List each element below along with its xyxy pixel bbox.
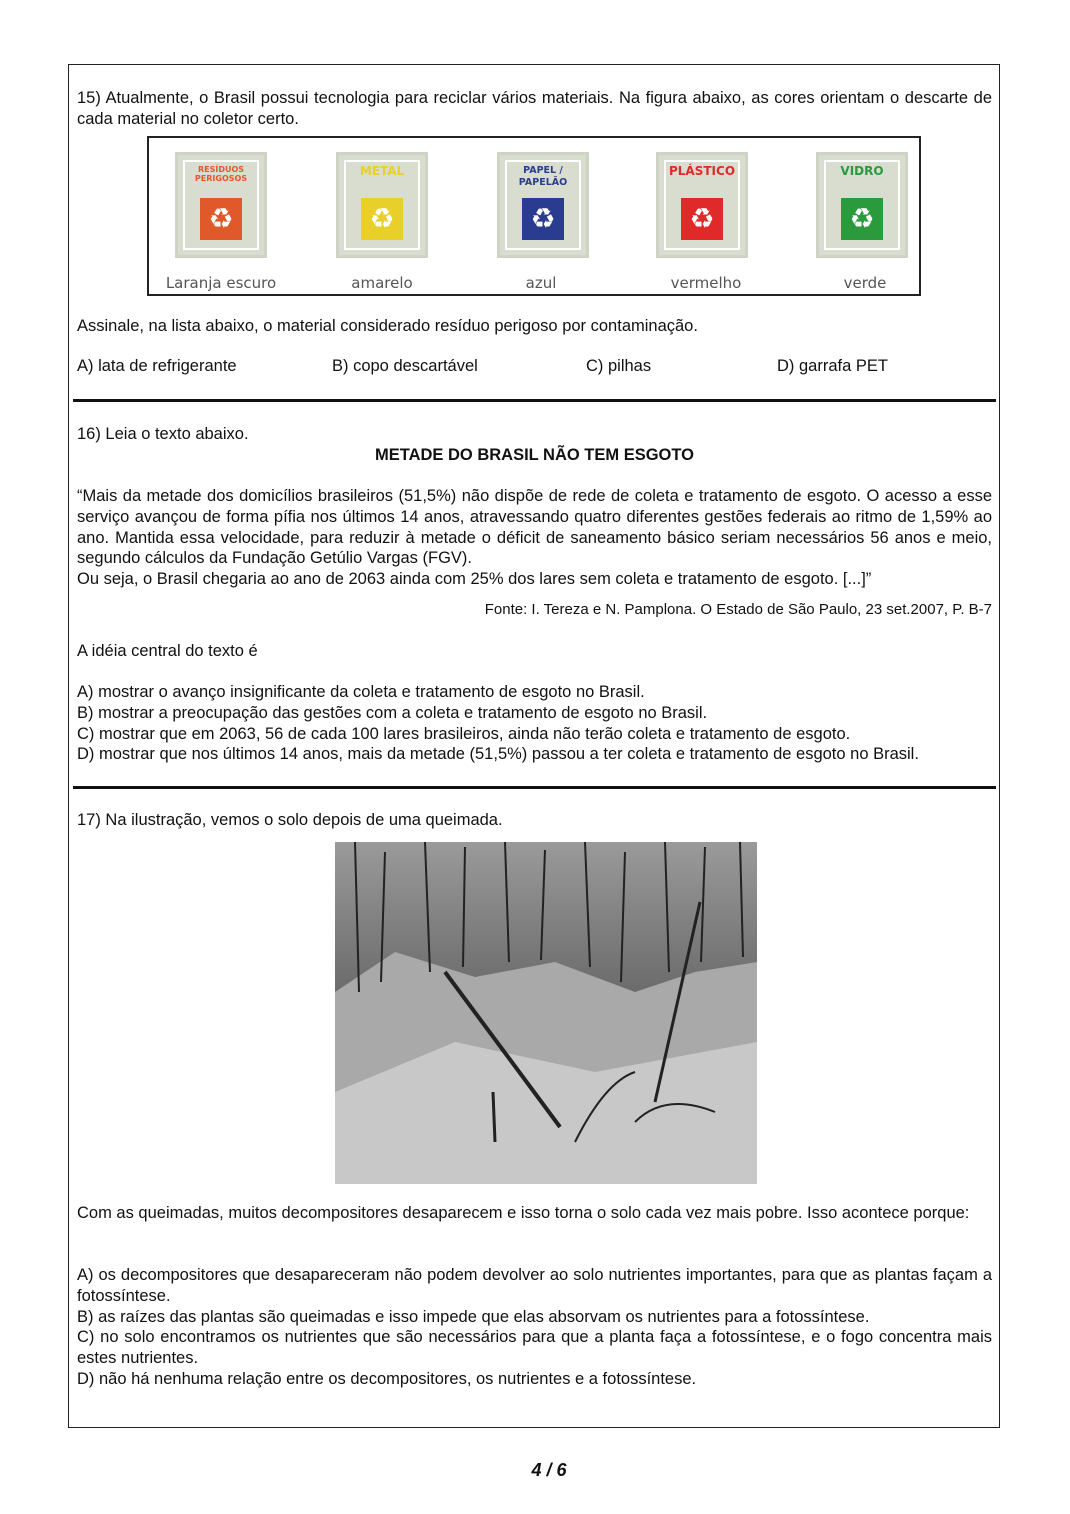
- bin-label: METAL: [359, 164, 405, 178]
- option-c: C) pilhas: [586, 357, 652, 375]
- bin-caption: Laranja escuro: [165, 274, 277, 292]
- q15-intro-text: 15) Atualmente, o Brasil possui tecnologia para reciclar vários materiais. Na figura abaixo, as cores orientam o descarte de cada material no coletor certo.: [77, 89, 992, 128]
- recycle-icon: ♻: [841, 198, 883, 240]
- bin-caption: azul: [525, 274, 557, 292]
- option-d: D) garrafa PET: [777, 357, 888, 375]
- option-b: B) mostrar a preocupação das gestões com a coleta e tratamento de esgoto no Brasil.: [77, 703, 708, 722]
- option-c: C) mostrar que em 2063, 56 de cada 100 lares brasileiros, ainda não terão coleta e tratamento de esgoto.: [77, 724, 851, 743]
- recycle-icon: ♻: [522, 198, 564, 240]
- bin-label: VIDRO: [840, 164, 884, 178]
- option-a: A) mostrar o avanço insignificante da coleta e tratamento de esgoto no Brasil.: [77, 683, 645, 701]
- recycle-icon: ♻: [361, 198, 403, 240]
- q16-article-title: METADE DO BRASIL NÃO TEM ESGOTO: [374, 445, 695, 464]
- option-a: A) os decompositores que desapareceram não podem devolver ao solo nutrientes importantes, para que as plantas façam a fotossíntese.: [77, 1266, 992, 1305]
- bin-label: RESÍDUOS PERIGOSOS: [194, 165, 248, 183]
- option-d: D) não há nenhuma relação entre os decompositores, os nutrientes e a fotossíntese.: [77, 1369, 697, 1388]
- bin-hazardous: [175, 152, 267, 258]
- recycle-icon: ♻: [200, 198, 242, 240]
- bin-paper: [497, 152, 589, 258]
- section-divider: [73, 399, 996, 402]
- option-a: A) lata de refrigerante: [77, 357, 237, 375]
- q16-source: Fonte: I. Tereza e N. Pamplona. O Estado de São Paulo, 23 set.2007, P. B-7: [484, 601, 992, 618]
- page-number: 4 / 6: [531, 1460, 567, 1480]
- bin-glass: [816, 152, 908, 258]
- bin-label: PLÁSTICO: [668, 164, 736, 178]
- q15-intro: [77, 88, 992, 130]
- option-d: D) mostrar que nos últimos 14 anos, mais da metade (51,5%) passou a ter coleta e tratamento de esgoto no Brasil.: [77, 745, 919, 764]
- bin-plastic: [656, 152, 748, 258]
- recycle-icon: ♻: [681, 198, 723, 240]
- bin-label: PAPEL / PAPELÃO: [518, 165, 568, 188]
- q15-question: Assinale, na lista abaixo, o material considerado resíduo perigoso por contaminação.: [77, 317, 698, 335]
- bin-caption: verde: [843, 274, 887, 292]
- q17-options: [77, 1265, 992, 1390]
- q16-intro: 16) Leia o texto abaixo.: [77, 425, 249, 443]
- q17-intro: 17) Na ilustração, vemos o solo depois de uma queimada.: [77, 811, 503, 829]
- option-b: B) as raízes das plantas são queimadas e isso impede que elas absorvam os nutrientes para a fotossíntese.: [77, 1307, 870, 1326]
- bin-caption: vermelho: [670, 274, 742, 292]
- page-frame: [68, 64, 1000, 1428]
- bin-metal: [336, 152, 428, 258]
- q16-article-paragraph: Ou seja, o Brasil chegaria ao ano de 2063 ainda com 25% dos lares sem coleta e tratamento de esgoto. [...]”: [77, 570, 872, 589]
- burned-soil-photo: [335, 842, 757, 1184]
- q15-options: [77, 357, 992, 379]
- q16-article-paragraph: “Mais da metade dos domicílios brasileiros (51,5%) não dispõe de rede de coleta e tratamento de esgoto. O acesso a esse serviço avançou de forma pífia nos últimos 14 anos, atravessando quatro diferentes gestões federais ao ritmo de 1,59% ao ano. Mantida essa velocidade, para reduzir à metade o déficit de saneamento básico seriam necessários 56 anos e meio, segundo cálculos da Fundação Getúlio Vargas (FGV).: [77, 487, 992, 568]
- q17-question: Com as queimadas, muitos decompositores desaparecem e isso torna o solo cada vez mais pobre. Isso acontece porque:: [77, 1204, 970, 1222]
- q16-options: [77, 682, 992, 765]
- q16-question: A idéia central do texto é: [77, 642, 258, 660]
- bin-caption: amarelo: [351, 274, 413, 292]
- section-divider: [73, 786, 996, 789]
- recycling-bins-figure: [147, 136, 921, 296]
- option-b: B) copo descartável: [332, 357, 478, 375]
- option-c: C) no solo encontramos os nutrientes que são necessários para que a planta faça a fotossíntese, e o fogo concentra mais estes nutrientes.: [77, 1328, 992, 1368]
